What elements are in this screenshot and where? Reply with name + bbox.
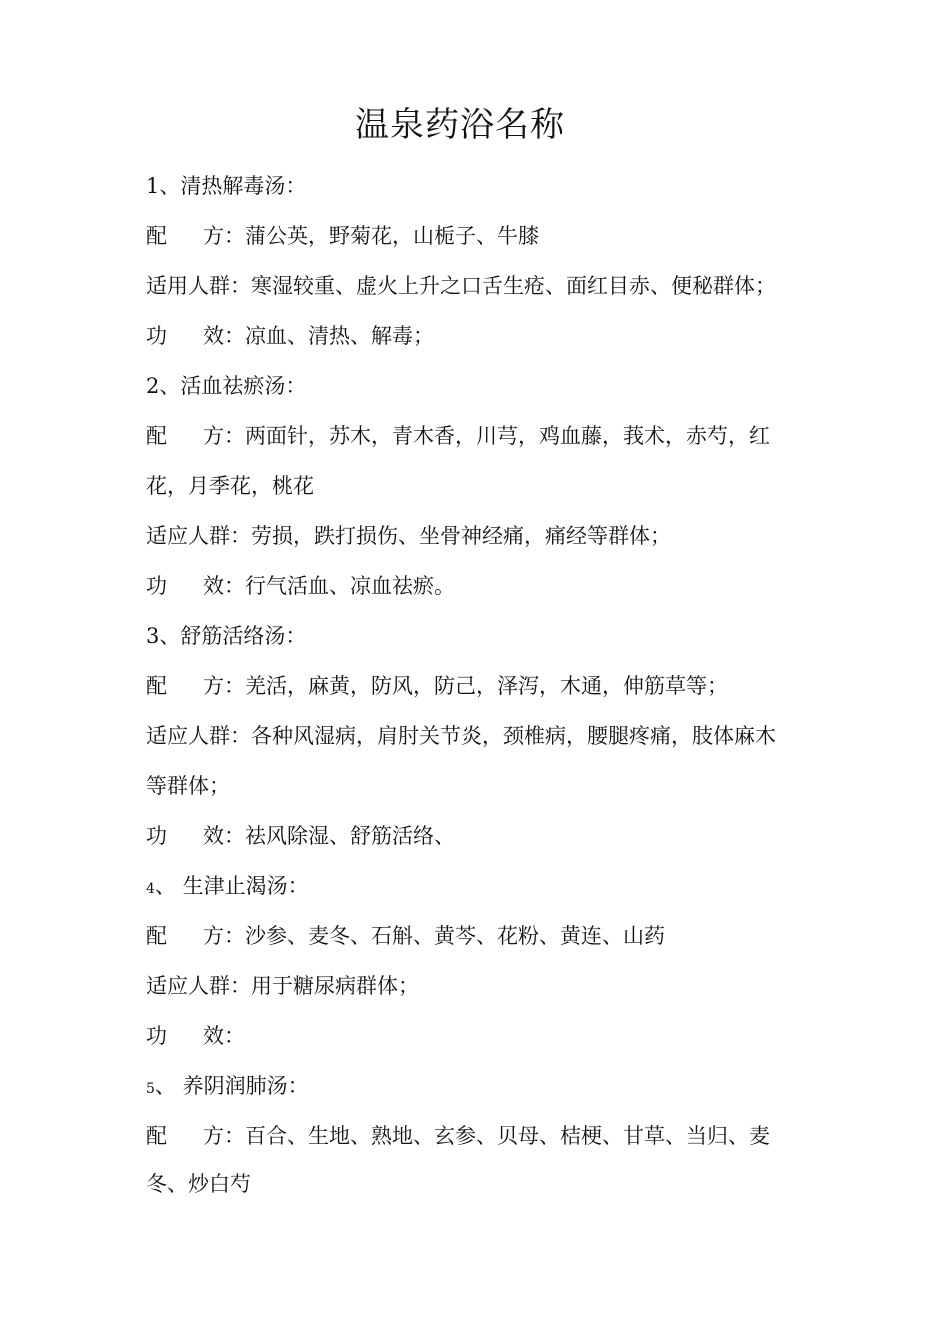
section-3-group-line <box>146 722 776 750</box>
section-1-effect-line <box>146 322 434 350</box>
section-2-formula-line <box>146 422 770 450</box>
section-2-effect: 行气活血、凉血祛瘀。 <box>245 574 455 598</box>
section-1-formula-line <box>146 222 539 250</box>
section-3-effect-line <box>146 822 455 850</box>
formula-label: 配 方： <box>146 224 245 248</box>
formula-label: 配 方： <box>146 674 245 698</box>
section-3-formula: 羌活，麻黄，防风，防己，泽泻，木通，伸筋草等； <box>245 674 728 698</box>
group-label: 适用人群： <box>146 274 251 298</box>
effect-label: 功 效： <box>146 324 245 348</box>
section-3-group: 各种风湿病，肩肘关节炎，颈椎病，腰腿疼痛，肢体麻木 <box>251 724 776 748</box>
section-2-effect-line <box>146 572 455 600</box>
group-label: 适应人群： <box>146 724 251 748</box>
section-5-formula-cont: 冬、炒白芍 <box>146 1172 251 1196</box>
section-2-group-line <box>146 522 671 550</box>
section-4-title: 、 生津止渴汤： <box>154 874 309 898</box>
section-4-number: 4 <box>146 881 155 897</box>
formula-label: 配 方： <box>146 1124 245 1148</box>
section-3-formula-line <box>146 672 728 700</box>
section-2-heading: 2、活血祛瘀汤： <box>146 374 307 398</box>
section-3-heading: 3、舒筋活络汤： <box>146 624 307 648</box>
group-label: 适应人群： <box>146 524 251 548</box>
effect-label: 功 效： <box>146 1024 245 1048</box>
section-3-effect: 祛风除湿、舒筋活络、 <box>245 824 455 848</box>
section-3-group-cont: 等群体； <box>146 774 230 798</box>
section-4-formula-line <box>146 922 665 950</box>
formula-label: 配 方： <box>146 424 245 448</box>
section-5-formula: 百合、生地、熟地、玄参、贝母、桔梗、甘草、当归、麦 <box>245 1124 770 1148</box>
effect-label: 功 效： <box>146 824 245 848</box>
section-2-group: 劳损，跌打损伤、坐骨神经痛，痛经等群体； <box>251 524 671 548</box>
section-1-heading: 1、清热解毒汤： <box>146 174 307 198</box>
effect-label: 功 效： <box>146 574 245 598</box>
section-1-group-line <box>146 272 776 300</box>
section-5-number: 5 <box>146 1081 155 1097</box>
section-4-group-line <box>146 972 419 1000</box>
section-4-group: 用于糖尿病群体； <box>251 974 419 998</box>
section-4-heading <box>146 872 309 903</box>
page-title: 温泉药浴名称 <box>355 105 565 145</box>
section-2-formula-cont: 花，月季花，桃花 <box>146 474 314 498</box>
section-4-effect-line <box>146 1022 245 1050</box>
section-2-formula: 两面针，苏木，青木香，川芎，鸡血藤，莪术，赤芍，红 <box>245 424 770 448</box>
section-5-formula-line <box>146 1122 770 1150</box>
section-5-heading <box>146 1072 309 1103</box>
group-label: 适应人群： <box>146 974 251 998</box>
formula-label: 配 方： <box>146 924 245 948</box>
section-1-formula: 蒲公英，野菊花，山栀子、牛膝 <box>245 224 539 248</box>
section-1-group: 寒湿较重、虚火上升之口舌生疮、面红目赤、便秘群体； <box>251 274 776 298</box>
section-1-effect: 凉血、清热、解毒； <box>245 324 434 348</box>
section-4-formula: 沙参、麦冬、石斛、黄芩、花粉、黄连、山药 <box>245 924 665 948</box>
section-5-title: 、 养阴润肺汤： <box>154 1074 309 1098</box>
